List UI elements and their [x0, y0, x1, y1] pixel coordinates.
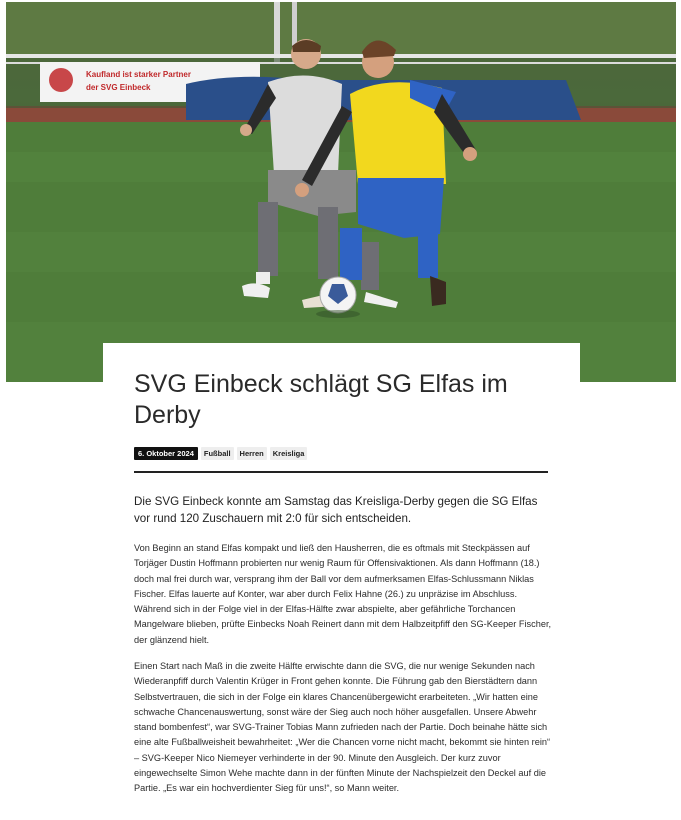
category-tag-herren[interactable]: Herren: [237, 447, 267, 460]
hero-illustration: [6, 2, 676, 382]
article-card: [103, 343, 580, 820]
banner-text-2: der SVG Einbeck: [86, 83, 151, 92]
light-pole: [274, 2, 280, 62]
fence-top: [6, 54, 676, 58]
article-meta: [134, 447, 307, 460]
embankment: [6, 2, 676, 60]
date-tag[interactable]: 6. Oktober 2024: [134, 447, 198, 460]
title-divider: [134, 471, 548, 473]
category-tag-fussball[interactable]: Fußball: [201, 447, 234, 460]
article-paragraph-1: Von Beginn an stand Elfas kompakt und ließ den Hausherren, die es oftmals mit Steckpässen auf Torjäger Dustin Hoffmann probierten nur wenig Raum für Offensivaktionen. Als dann Hoffmann (18.) doch mal frei durch war, versprang ihm der Ball vor dem aufmerksamen Elfas-Schlussmann Niklas Fischer. Elfas lauerte auf Konter, war aber durch Felix Hahne (26.) zu unpräzise im Abschluss. Während sich in der Folge viel in der Elfas-Hälfte zwar abspielte, aber gefährliche Torchancen Mangelware blieben, prüfte Einbecks Noah Reinert dann mit dem Halbzeitpfiff den SG-Keeper Fischer, der glänzend hielt.: [134, 543, 552, 645]
banner-logo: [49, 68, 73, 92]
article-lead: Die SVG Einbeck konnte am Samstag das Kreisliga-Derby gegen die SG Elfas vor rund 120 Zuschauern mit 2:0 für sich entscheiden.: [134, 495, 538, 525]
hero-photo: [6, 2, 676, 382]
article-title: SVG Einbeck schlägt SG Elfas im Derby: [134, 370, 508, 429]
category-tag-kreisliga[interactable]: Kreisliga: [270, 447, 308, 460]
banner-text-1: Kaufland ist starker Partner: [86, 70, 191, 79]
article-paragraph-2: Einen Start nach Maß in die zweite Hälfte erwischte dann die SVG, die nur wenige Sekunden nach Wiederanpfiff durch Valentin Krüger in Front gehen konnte. Die Führung gab den Bierstädtern dann Selbstvertrauen, die sich in der Folge ein klares Chancenübergewicht erarbeiteten. „Wir hatten eine schwache Chancenauswertung, sonst wäre der Sieg auch noch höher ausgefallen. Unsere Abwehr stand bombenfest“, war SVG-Trainer Tobias Mann zufrieden nach der Partie. Doch beinahe hätte sich eine alte Fußballweisheit bewahrheitet: „Wer die Chancen vorne nicht macht, bekommt sie hinten rein“ – SVG-Keeper Nico Niemeyer verhinderte in der 90. Minute den Ausgleich. Der kurz zuvor eingewechselte Simon Wehe machte dann in der fünften Minute der Nachspielzeit den Deckel auf die Partie. „Es war ein hochverdienter Sieg für uns!“, so Mann weiter.: [134, 661, 551, 794]
